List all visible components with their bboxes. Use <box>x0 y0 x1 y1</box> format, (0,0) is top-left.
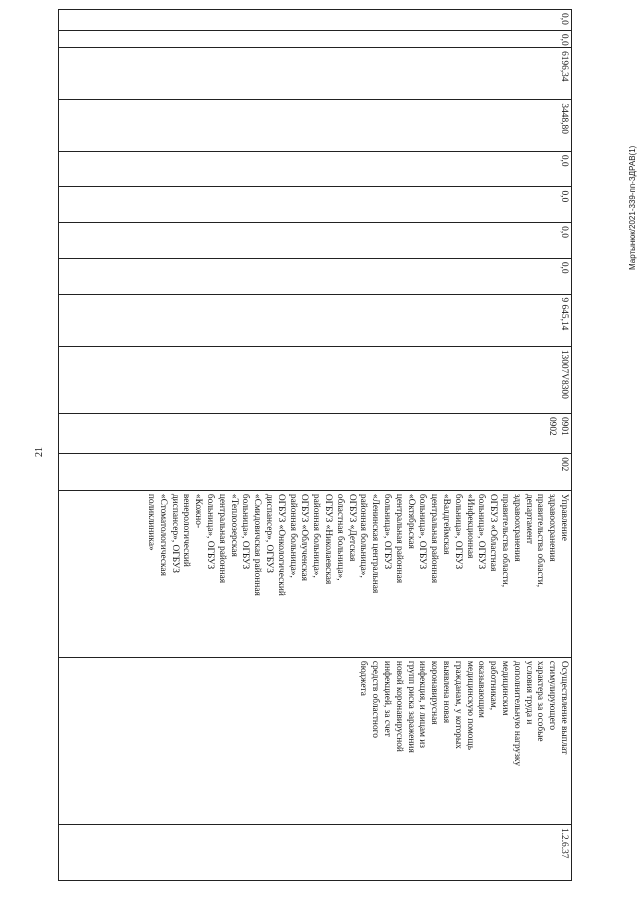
amount-5: 0,0 <box>59 151 571 187</box>
row-index: 1.2.6.37 <box>59 824 571 880</box>
executors-list: Управление здравоохранения правительства области, департамент здравоохранения правительства области, ОГБУЗ «Областная больница», ОГБУЗ «Инфекционная больница», ОГБУЗ «Валдгеймская центральная районная больница», ОГБУЗ «Октябрьская центральная районная больница», ОГБУЗ «Ленинская центральная районная больница», ОГБУЗ «Детская областная больница», ОГБУЗ «Николаевская районная больница», ОГБУЗ «Облученская районная больница», ОГБУЗ «Онкологический диспансер», ОГБУЗ «Смидовичская районная больница», ОГБУЗ «Теплоозерская центральная районная больница», ОГБУЗ «Кожно- венерологический диспансер», ОГБУЗ «Стоматологическая поликлиника» <box>59 490 571 657</box>
grbs-code: 002 <box>59 453 571 490</box>
amount-9: 0,0 <box>559 13 569 25</box>
amount-8: 0,0 <box>59 30 571 47</box>
target-article-code: 13007V8300 <box>59 346 571 413</box>
amount-6: 3448,80 <box>59 99 571 150</box>
activity-description: Осуществление выплат стимулирующего характера за особые условия труда и дополнительную нагрузку медицинским работникам, оказывающим медицинскую помощь гражданам, у которых выявлена новая коронавирусная инфекция, и лицам из групп риска заражения новой коронавирусной инфекцией, за счет средств областного бюджета <box>59 657 571 824</box>
document-code: Мартынюк/2021-339-пп-ЗДРАВ(1) <box>628 145 637 270</box>
amount-4: 0,0 <box>59 186 571 222</box>
budget-table-row <box>58 9 572 881</box>
amount-total: 9 645,14 <box>59 294 571 346</box>
amount-7: 6196,34 <box>59 47 571 99</box>
rzpr-code: 0901 0902 <box>59 413 571 453</box>
amount-2: 0,0 <box>59 258 571 294</box>
amount-3: 0,0 <box>59 222 571 258</box>
page-number: 21 <box>34 447 45 457</box>
